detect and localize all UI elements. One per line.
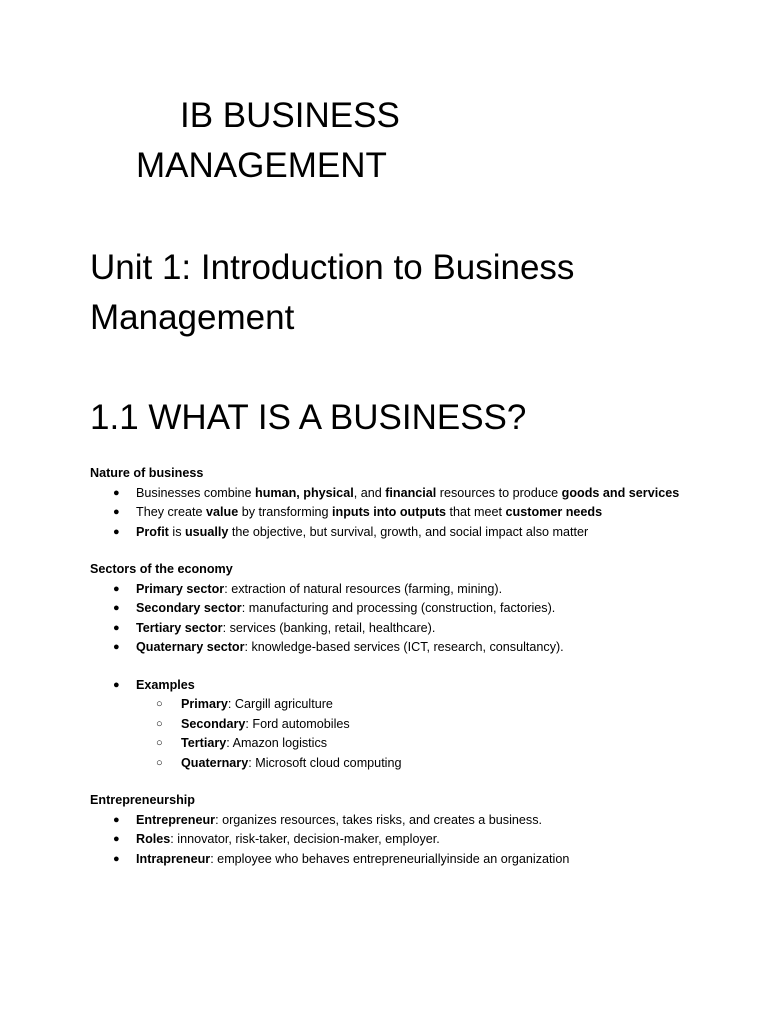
list-item — [90, 503, 690, 523]
entrepreneurship-list — [90, 811, 690, 870]
entrepreneurship-heading: Entrepreneurship — [90, 793, 195, 807]
text-run: : organizes resources, takes risks, and creates a business. — [215, 812, 542, 827]
section-heading: 1.1 WHAT IS A BUSINESS? — [90, 398, 527, 437]
list-item — [90, 599, 690, 619]
bold-term: human, physical — [255, 485, 354, 500]
bold-term: usually — [184, 524, 229, 539]
bold-term: Primary — [181, 697, 228, 711]
list-item — [90, 850, 690, 870]
list-item — [90, 754, 690, 774]
sectors-heading: Sectors of the economy — [90, 562, 233, 576]
bold-term: goods and services — [561, 485, 680, 500]
bold-term: Profit — [136, 524, 169, 539]
hollow-bullet-icon: ○ — [156, 698, 163, 710]
sectors-list — [90, 580, 690, 658]
bullet-icon: ● — [113, 506, 120, 518]
bold-term: Roles — [136, 832, 171, 846]
text-run: that meet — [446, 505, 506, 519]
text-run: : knowledge-based services (ICT, research, consultancy). — [244, 640, 564, 654]
bold-term: Intrapreneur — [136, 851, 211, 866]
nature-heading: Nature of business — [90, 466, 204, 480]
bullet-icon: ● — [113, 813, 120, 826]
bold-term: Primary sector — [136, 581, 225, 596]
nature-list — [90, 484, 690, 543]
document-title-line-2: MANAGEMENT — [136, 146, 387, 185]
bullet-icon: ● — [113, 602, 120, 614]
document-title-line-1: IB BUSINESS — [180, 96, 400, 135]
list-item — [90, 580, 690, 600]
list-item — [90, 695, 690, 715]
text-run: : innovator, risk-taker, decision-maker, employer. — [170, 832, 440, 846]
unit-heading-line-1: Unit 1: Introduction to Business — [90, 248, 575, 287]
list-item — [90, 638, 690, 658]
bullet-icon: ● — [113, 678, 120, 691]
bullet-icon: ● — [113, 641, 120, 653]
text-run: : employee who behaves entrepreneuriallyinside an organization — [210, 851, 570, 866]
bold-term: Secondary sector — [136, 601, 242, 615]
list-item — [90, 676, 690, 774]
bullet-icon: ● — [113, 852, 120, 865]
text-run: is — [168, 524, 185, 539]
text-run: by transforming — [238, 505, 333, 519]
examples-label: Examples — [136, 677, 195, 692]
text-run: : Amazon logistics — [226, 736, 328, 750]
list-item — [90, 484, 690, 504]
bullet-icon: ● — [113, 833, 120, 845]
bold-term: financial — [385, 485, 437, 500]
hollow-bullet-icon: ○ — [156, 717, 163, 730]
text-run: : Cargill agriculture — [227, 697, 333, 711]
bold-term: Tertiary sector — [136, 620, 223, 635]
text-run: : services (banking, retail, healthcare). — [222, 620, 436, 635]
text-run: Businesses combine — [136, 485, 256, 500]
bullet-icon: ● — [113, 621, 120, 634]
bold-term: Entrepreneur — [136, 812, 216, 827]
examples-sublist — [136, 695, 690, 773]
text-run: resources to produce — [436, 485, 562, 500]
spacer — [90, 773, 690, 791]
spacer — [90, 542, 690, 560]
spacer — [90, 658, 690, 676]
hollow-bullet-icon: ○ — [156, 737, 163, 749]
examples-list — [90, 676, 690, 774]
hollow-bullet-icon: ○ — [156, 756, 163, 769]
list-item — [90, 619, 690, 639]
text-run: the objective, but survival, growth, and social impact also matter — [228, 524, 589, 539]
bold-term: Quaternary sector — [136, 640, 245, 654]
list-item — [90, 811, 690, 831]
bullet-icon: ● — [113, 486, 120, 499]
text-run: : Ford automobiles — [245, 716, 350, 731]
list-item — [90, 523, 690, 543]
text-run: They create — [136, 505, 206, 519]
bold-term: Secondary — [181, 716, 246, 731]
bold-term: inputs into outputs — [332, 505, 447, 519]
unit-heading-line-2: Management — [90, 298, 295, 337]
bold-term: Tertiary — [181, 736, 227, 750]
text-run: : Microsoft cloud computing — [248, 755, 402, 770]
bold-term: Quaternary — [181, 755, 249, 770]
text-run: : extraction of natural resources (farming, mining). — [224, 581, 503, 596]
bold-term: value — [206, 505, 239, 519]
list-item — [90, 830, 690, 850]
text-run: : manufacturing and processing (construction, factories). — [241, 601, 556, 615]
notes-body — [90, 464, 690, 869]
bullet-icon: ● — [113, 582, 120, 595]
bullet-icon: ● — [113, 525, 120, 538]
list-item — [90, 715, 690, 735]
text-run: , and — [353, 485, 386, 500]
list-item — [90, 734, 690, 754]
bold-term: customer needs — [505, 505, 603, 519]
